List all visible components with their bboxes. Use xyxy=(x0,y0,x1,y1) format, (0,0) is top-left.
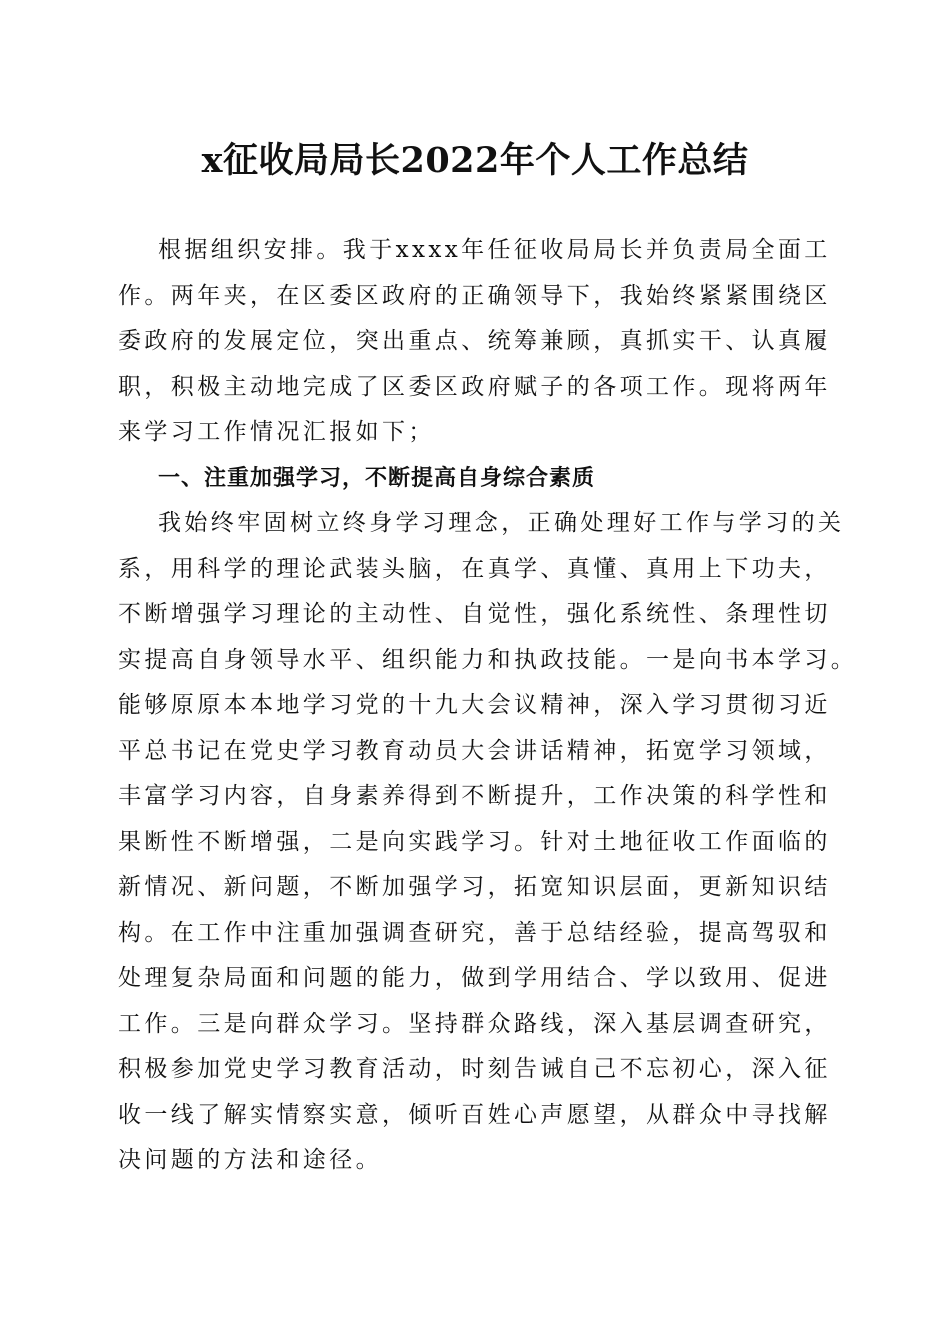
paragraph-line: 构。在工作中注重加强调查研究，善于总结经验，提高驾驭和 xyxy=(118,919,831,946)
document-body xyxy=(118,228,858,1184)
paragraph-line: 处理复杂局面和问题的能力，做到学用结合、学以致用、促进 xyxy=(118,965,831,991)
paragraph-line: 收一线了解实情察实意，倾听百姓心声愿望，从群众中寻找解 xyxy=(118,1101,831,1128)
section-heading: 一、注重加强学习，不断提高自身综合素质 xyxy=(158,465,596,491)
paragraph-line: 果断性不断增强，二是向实践学习。针对土地征收工作面临的 xyxy=(118,828,831,855)
paragraph-line: 不断增强学习理论的主动性、自觉性，强化系统性、条理性切 xyxy=(118,601,831,627)
paragraph-line: 实提高自身领导水平、组织能力和执政技能。一是向书本学习。 xyxy=(118,646,858,673)
paragraph-line: 作。两年夹，在区委区政府的正确领导下，我始终紧紧围绕区 xyxy=(118,282,831,309)
paragraph-line: 工作。三是向群众学习。坚持群众路线，深入基层调查研究， xyxy=(118,1010,831,1037)
paragraph-line: 能够原原本本地学习党的十九大会议精神，深入学习贯彻习近 xyxy=(118,692,831,718)
paragraph-line: 来学习工作情况汇报如下； xyxy=(118,419,435,445)
paragraph-line: 委政府的发展定位，突出重点、统筹兼顾，真抓实干、认真履 xyxy=(118,328,831,354)
paragraph-line: 丰富学习内容，自身素养得到不断提升，工作决策的科学性和 xyxy=(118,783,831,809)
paragraph-line: 职，积极主动地完成了区委区政府赋子的各项工作。现将两年 xyxy=(118,373,831,400)
paragraph-line: 系，用科学的理论武装头脑，在真学、真懂、真用上下功夫， xyxy=(118,555,831,582)
paragraph-line: 新情况、新问题，不断加强学习，拓宽知识层面，更新知识结 xyxy=(118,874,831,900)
paragraph-line: 平总书记在党史学习教育动员大会讲话精神，拓宽学习领域， xyxy=(118,737,831,764)
paragraph-line: 决问题的方法和途径。 xyxy=(118,1147,382,1173)
paragraph-line: 积极参加党史学习教育活动，时刻告诫自己不忘初心，深入征 xyxy=(118,1056,831,1082)
document-title: x征收局局长2022年个人工作总结 xyxy=(201,140,749,181)
paragraph-line: 根据组织安排。我于xxxx年任征收局局长并负责局全面工 xyxy=(158,237,831,263)
paragraph-line: 我始终牢固树立终身学习理念，正确处理好工作与学习的关 xyxy=(158,510,845,536)
